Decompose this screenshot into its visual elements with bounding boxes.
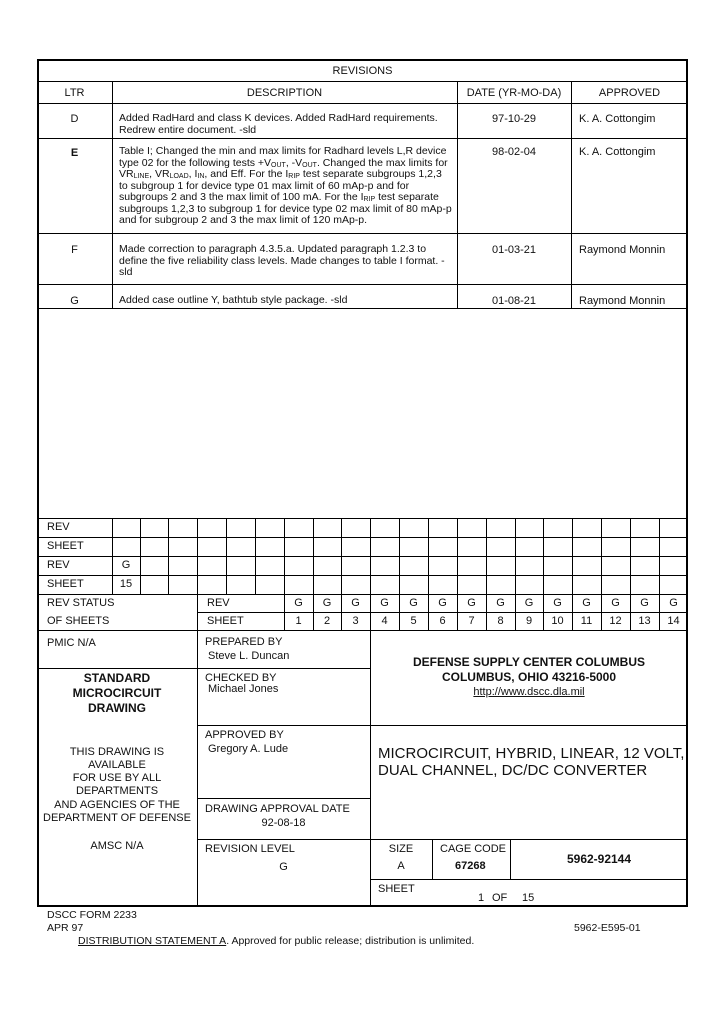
revision-level: G: [279, 861, 288, 873]
divider: [197, 725, 370, 726]
sheet-of: OF: [492, 892, 508, 904]
grid-line: [432, 839, 433, 879]
rev-status-cell: G: [351, 597, 360, 609]
sheet-total: 15: [522, 892, 535, 904]
rev-status-cell: G: [611, 597, 620, 609]
rev-status-cell: G: [409, 597, 418, 609]
divider: [37, 594, 688, 595]
revision-description: Made correction to paragraph 4.3.5.a. Updated paragraph 1.2.3 to define the five reliability class levels. Made changes to table I format. -sld: [119, 243, 445, 278]
standard-heading: DRAWING: [88, 701, 146, 715]
availability-text: AND AGENCIES OF THE: [54, 799, 180, 811]
rev-status-cell: G: [322, 597, 332, 609]
sheet-number-cell: 6: [439, 615, 446, 627]
sheet-number-cell: 13: [638, 615, 651, 627]
distribution-statement: [78, 935, 474, 948]
grid-line: [486, 518, 487, 630]
divider: [197, 798, 370, 799]
divider: [37, 138, 688, 139]
device-title: MICROCIRCUIT, HYBRID, LINEAR, 12 VOLT,: [378, 745, 685, 762]
divider: [37, 630, 688, 631]
standard-heading: STANDARD: [83, 671, 151, 685]
agency-url-link[interactable]: http://www.dscc.dla.mil: [473, 686, 585, 698]
rev-status-cell: G: [438, 597, 447, 609]
grid-line: [601, 518, 602, 630]
prepared-by-name: Steve L. Duncan: [208, 650, 290, 662]
sheet-number-cell: 4: [381, 615, 388, 627]
grid-line: [140, 518, 141, 594]
distribution-text: . Approved for public release; distribution is unlimited.: [226, 935, 475, 947]
grid-line: [226, 518, 227, 594]
rev-label: REV: [207, 597, 230, 609]
revision-approver: K. A. Cottongim: [579, 146, 656, 158]
rev-value: G: [121, 559, 131, 571]
divider: [37, 308, 688, 309]
grid-line: [543, 518, 544, 630]
revision-description: Added case outline Y, bathtub style package. -sld: [119, 294, 348, 306]
divider: [197, 612, 688, 613]
sheet-number-cell: 9: [525, 615, 533, 627]
grid-line: [341, 518, 342, 630]
grid-line: [399, 518, 400, 630]
rev-status-cell: G: [294, 597, 303, 609]
prepared-by-label: PREPARED BY: [205, 636, 283, 648]
sheet-number-cell: 8: [497, 615, 504, 627]
sheet-number-cell: 11: [580, 615, 593, 627]
grid-line: [515, 518, 516, 630]
standard-heading: MICROCIRCUIT: [72, 686, 162, 700]
document-code: 5962-E595-01: [574, 922, 641, 934]
revision-ltr: G: [70, 295, 79, 307]
revision-level-label: REVISION LEVEL: [205, 843, 295, 855]
sheet-number-cell: 1: [295, 615, 302, 627]
amsc-label: AMSC N/A: [90, 840, 144, 852]
revision-approver: Raymond Monnin: [579, 295, 666, 307]
header-description: DESCRIPTION: [246, 87, 323, 99]
checked-by-label: CHECKED BY: [205, 672, 277, 684]
sheet-label: SHEET: [207, 615, 244, 627]
sheet-value: 15: [119, 578, 133, 590]
pmic-label: PMIC N/A: [47, 637, 96, 649]
header-approved: APPROVED: [598, 87, 661, 99]
sheet-label: SHEET: [47, 578, 84, 590]
grid-line: [197, 518, 198, 906]
approval-date-label: DRAWING APPROVAL DATE: [205, 803, 350, 815]
cage-code-label: CAGE CODE: [440, 843, 507, 855]
sheet-number: 1: [478, 892, 485, 904]
grid-line: [255, 518, 256, 594]
approval-date: 92-08-18: [261, 817, 306, 829]
sheet-number-cell: 10: [551, 615, 564, 627]
sheet-label: SHEET: [378, 883, 415, 895]
revision-ltr: F: [71, 244, 78, 256]
grid-line: [284, 518, 285, 630]
column-divider: [112, 81, 113, 308]
availability-text: AVAILABLE: [88, 759, 146, 771]
rev-label: REV: [47, 559, 70, 571]
rev-status-cell: G: [669, 597, 678, 609]
rev-status-cell: G: [467, 597, 476, 609]
header-ltr: LTR: [64, 87, 85, 99]
cage-code: 67268: [455, 860, 486, 872]
rev-status-cell: G: [496, 597, 505, 609]
revision-approver: Raymond Monnin: [579, 244, 666, 256]
size-label: SIZE: [388, 843, 414, 855]
of-sheets-label: OF SHEETS: [47, 615, 110, 627]
sheet-number-cell: 12: [609, 615, 622, 627]
availability-text: DEPARTMENTS: [75, 785, 159, 797]
divider: [37, 668, 197, 669]
grid-line: [659, 518, 660, 630]
sheet-label: SHEET: [47, 540, 84, 552]
divider: [37, 556, 688, 557]
grid-line: [313, 518, 314, 630]
revision-approver: K. A. Cottongim: [579, 113, 656, 125]
revision-ltr: E: [70, 147, 79, 159]
sheet-number-cell: 3: [352, 615, 359, 627]
revision-date: 97-10-29: [491, 113, 537, 125]
divider: [37, 81, 688, 82]
checked-by-name: Michael Jones: [208, 683, 279, 695]
drawing-number: 5962-92144: [566, 852, 632, 866]
header-date: DATE (YR-MO-DA): [466, 87, 562, 99]
grid-line: [457, 518, 458, 630]
divider: [37, 103, 688, 104]
approved-by-name: Gregory A. Lude: [208, 743, 289, 755]
availability-text: FOR USE BY ALL: [72, 772, 162, 784]
rev-status-cell: G: [553, 597, 562, 609]
availability-text: THIS DRAWING IS: [69, 746, 165, 758]
rev-status-cell: G: [380, 597, 389, 609]
agency-name: DEFENSE SUPPLY CENTER COLUMBUS: [412, 655, 646, 669]
divider: [37, 284, 688, 285]
agency-address: COLUMBUS, OHIO 43216-5000: [441, 670, 617, 684]
revision-description: Table I; Changed the min and max limits for Radhard levels L,R device type 02 for the following tests $+V_{OUT}$, $-V_{OUT}$. Changed the max limits for $VR_{LINE}$, $VR_{LOAD}$, $I_{IN}$, and Eff. For the $I_{RIP}$ test separate subgroups 1,2,3 to subgroup 1 for device type 01 max limit of 60 mAp-p and for subgroups 2 and 3 the max limit of 100 mA. For the $I_{RIP}$ test separate subgroups 1,2,3 to subgroup 1 for device type 02 max limit of 80 mAp-p and for subgroup 2 and 3 the max limit of 120 mAp-p.: [119, 145, 452, 226]
agency-url-wrap: [370, 686, 688, 699]
rev-status-label: REV STATUS: [47, 597, 115, 609]
divider: [37, 233, 688, 234]
distribution-label: DISTRIBUTION STATEMENT A: [78, 935, 227, 947]
grid-line: [428, 518, 429, 630]
device-title: DUAL CHANNEL, DC/DC CONVERTER: [378, 762, 648, 779]
divider: [37, 537, 688, 538]
divider: [370, 879, 688, 880]
divider: [370, 725, 688, 726]
revision-date: 98-02-04: [491, 146, 537, 158]
revision-date: 01-03-21: [491, 244, 537, 256]
column-divider: [571, 81, 572, 308]
size-value: A: [397, 860, 405, 872]
revision-description: Added RadHard and class K devices. Added RadHard requirements. Redrew entire document. -sld: [119, 112, 438, 136]
revision-ltr: D: [70, 113, 79, 125]
approved-by-label: APPROVED BY: [205, 729, 284, 741]
grid-line: [572, 518, 573, 630]
rev-status-cell: G: [524, 597, 534, 609]
revisions-title: REVISIONS: [332, 65, 393, 77]
form-number: DSCC FORM 2233: [47, 909, 137, 921]
rev-label: REV: [47, 521, 70, 533]
divider: [197, 839, 688, 840]
sheet-number-cell: 7: [468, 615, 475, 627]
form-date: APR 97: [47, 922, 84, 934]
sheet-number-cell: 14: [667, 615, 680, 627]
sheet-number-cell: 5: [410, 615, 417, 627]
availability-text: DEPARTMENT OF DEFENSE: [43, 812, 191, 824]
grid-line: [630, 518, 631, 630]
grid-line: [168, 518, 169, 594]
divider: [37, 518, 688, 519]
divider: [37, 575, 688, 576]
rev-status-cell: G: [582, 597, 591, 609]
rev-status-cell: G: [640, 597, 649, 609]
revision-date: 01-08-21: [491, 295, 537, 307]
divider: [197, 668, 370, 669]
sheet-number-cell: 2: [323, 615, 331, 627]
